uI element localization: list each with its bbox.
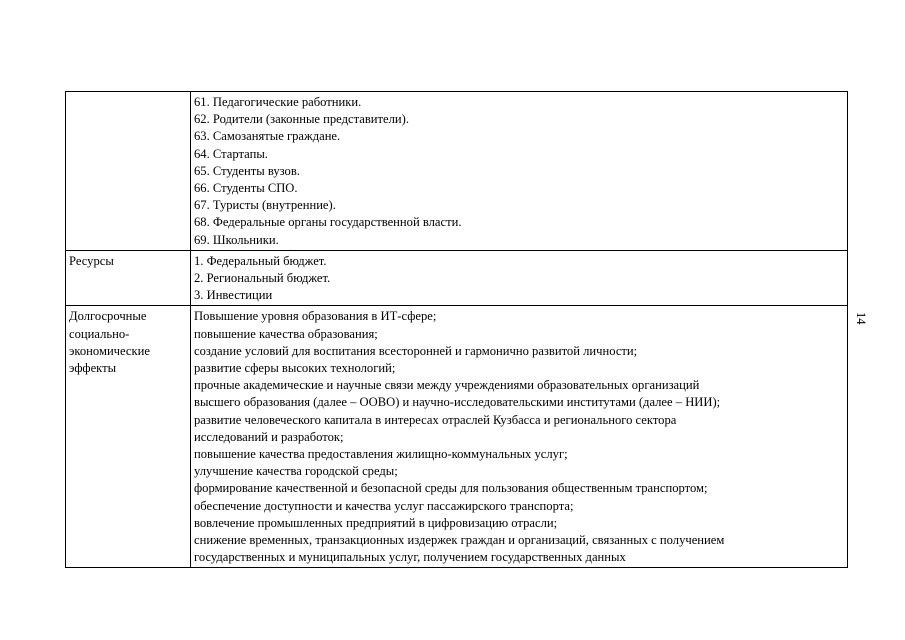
list-item: формирование качественной и безопасной среды для пользования общественным транспортом; (194, 481, 708, 496)
list-item: улучшение качества городской среды; (194, 464, 398, 479)
list-item: 65. Студенты вузов. (194, 163, 300, 178)
row-label-line: экономические (69, 343, 150, 358)
list-item: 3. Инвестиции (194, 288, 273, 303)
list-item: 63. Самозанятые граждане. (194, 129, 341, 144)
list-item: повышение качества образования; (194, 326, 378, 341)
list-item: 64. Стартапы. (194, 146, 268, 161)
row-label-cell (66, 306, 191, 568)
list-item: вовлечение промышленных предприятий в цифровизацию отрасли; (194, 515, 558, 530)
list-item: обеспечение доступности и качества услуг пассажирского транспорта; (194, 498, 574, 513)
row-content-cell (191, 92, 848, 251)
row-label-line: эффекты (69, 361, 117, 376)
row-label-line: Долгосрочные (69, 309, 147, 324)
list-item: 61. Педагогические работники. (194, 95, 362, 109)
list-item: 67. Туристы (внутренние). (194, 198, 336, 213)
list-item: повышение качества предоставления жилищно-коммунальных услуг; (194, 447, 568, 462)
list-item: создание условий для воспитания всесторонней и гармонично развитой личности; (194, 343, 638, 358)
list-item: 62. Родители (законные представители). (194, 112, 409, 127)
row-label-cell (66, 250, 191, 306)
row-label-cell (66, 92, 191, 251)
row-label-line: социально- (69, 326, 130, 341)
list-item: исследований и разработок; (194, 429, 344, 444)
row-content-cell (191, 250, 848, 306)
page-number: 14 (854, 312, 868, 325)
list-item: 1. Федеральный бюджет. (194, 253, 327, 268)
list-item: государственных и муниципальных услуг, получением государственных данных (194, 550, 626, 565)
list-item: Повышение уровня образования в ИТ-сфере; (194, 309, 437, 324)
table-row-participants (66, 92, 848, 251)
row-label-line: Ресурсы (69, 253, 114, 268)
list-item: развитие человеческого капитала в интересах отраслей Кузбасса и регионального сектора (194, 412, 677, 427)
list-item: 66. Студенты СПО. (194, 181, 298, 196)
row-content-cell (191, 306, 848, 568)
table-row-effects (66, 306, 848, 568)
document-table (65, 91, 848, 568)
list-item: 68. Федеральные органы государственной власти. (194, 215, 462, 230)
list-item: 2. Региональный бюджет. (194, 271, 331, 286)
list-item: 69. Школьники. (194, 232, 279, 247)
table-row-resources (66, 250, 848, 306)
list-item: развитие сферы высоких технологий; (194, 361, 396, 376)
list-item: прочные академические и научные связи между учреждениями образовательных организаций (194, 378, 700, 393)
list-item: высшего образования (далее – ООВО) и научно-исследовательскими институтами (далее – НИИ); (194, 395, 721, 410)
list-item: снижение временных, транзакционных издержек граждан и организаций, связанных с получением (194, 533, 725, 548)
